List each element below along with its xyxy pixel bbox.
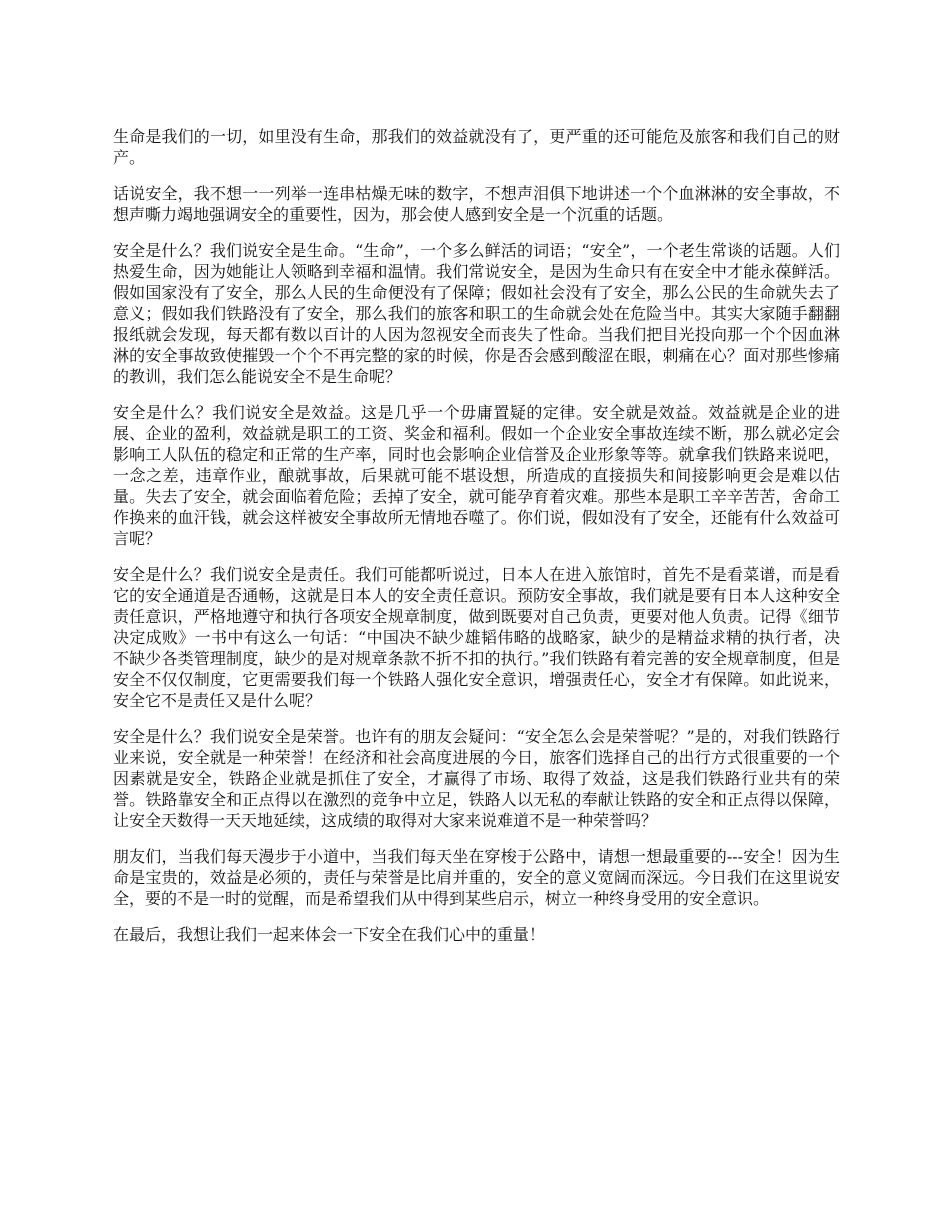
paragraph-4: 安全是什么？我们说安全是效益。这是几乎一个毋庸置疑的定律。安全就是效益。效益就是企业的进展、企业的盈利，效益就是职工的工资、奖金和福利。假如一个企业安全事故连续不断，那么就必定会影响工人队伍的稳定和正常的生产率，同时也会影响企业信誉及企业形象等等。就拿我们铁路来说吧，一念之差，违章作业，酿就事故，后果就可能不堪设想，所造成的直接损失和间接影响更会是难以估量。失去了安全，就会面临着危险；丢掉了安全，就可能孕育着灾难。那些本是职工辛辛苦苦，舍命工作换来的血汗钱，就会这样被安全事故所无情地吞噬了。你们说，假如没有了安全，还能有什么效益可言呢？	[113, 403, 840, 548]
paragraph-1: 生命是我们的一切，如里没有生命，那我们的效益就没有了，更严重的还可能危及旅客和我们自己的财产。	[113, 127, 840, 167]
paragraph-2: 话说安全，我不想一一列举一连串枯燥无味的数字，不想声泪俱下地讲述一个个血淋淋的安全事故，不想声嘶力竭地强调安全的重要性，因为，那会使人感到安全是一个沉重的话题。	[113, 184, 840, 224]
paragraph-3: 安全是什么？我们说安全是生命。“生命”，一个多么鲜活的词语；“安全”，一个老生常谈的话题。人们热爱生命，因为她能让人领略到幸福和温情。我们常说安全，是因为生命只有在安全中才能永葆鲜活。假如国家没有了安全，那么人民的生命便没有了保障；假如社会没有了安全，那么公民的生命就失去了意义；假如我们铁路没有了安全，那么我们的旅客和职工的生命就会处在危险当中。其实大家随手翻翻报纸就会发现，每天都有数以百计的人因为忽视安全而丧失了性命。当我们把目光投向那一个个因血淋淋的安全事故致使摧毁一个个不再完整的家的时候，你是否会感到酸涩在眼，刺痛在心？面对那些惨痛的教训，我们怎么能说安全不是生命呢？	[113, 241, 840, 386]
paragraph-5: 安全是什么？我们说安全是责任。我们可能都听说过，日本人在进入旅馆时，首先不是看菜谱，而是看它的安全通道是否通畅，这就是日本人的安全责任意识。预防安全事故，我们就是要有日本人这种安全责任意识，严格地遵守和执行各项安全规章制度，做到既要对自己负责，更要对他人负责。记得《细节决定成败》一书中有这么一句话：“中国决不缺少雄韬伟略的战略家，缺少的是精益求精的执行者，决不缺少各类管理制度，缺少的是对规章条款不折不扣的执行。”我们铁路有着完善的安全规章制度，但是安全不仅仅制度，它更需要我们每一个铁路人强化安全意识，增强责任心，安全才有保障。如此说来，安全它不是责任又是什么呢？	[113, 565, 840, 710]
paragraph-8: 在最后，我想让我们一起来体会一下安全在我们心中的重量！	[113, 925, 546, 944]
document-body	[113, 126, 840, 960]
paragraph-7: 朋友们，当我们每天漫步于小道中，当我们每天坐在穿梭于公路中，请想一想最重要的---安全！因为生命是宝贵的，效益是必须的，责任与荣誉是比肩并重的，安全的意义宽阔而深远。今日我们在这里说安全，要的不是一时的觉醒，而是希望我们从中得到某些启示，树立一种终身受用的安全意识。	[113, 847, 840, 908]
paragraph-6: 安全是什么？我们说安全是荣誉。也许有的朋友会疑问：“安全怎么会是荣誉呢？”是的，对我们铁路行业来说，安全就是一种荣誉！在经济和社会高度进展的今日，旅客们选择自己的出行方式很重要的一个因素就是安全，铁路企业就是抓住了安全，才赢得了市场、取得了效益，这是我们铁路行业共有的荣誉。铁路靠安全和正点得以在激烈的竞争中立足，铁路人以无私的奉献让铁路的安全和正点得以保障，让安全天数得一天天地延续，这成绩的取得对大家来说难道不是一种荣誉吗？	[113, 727, 840, 830]
